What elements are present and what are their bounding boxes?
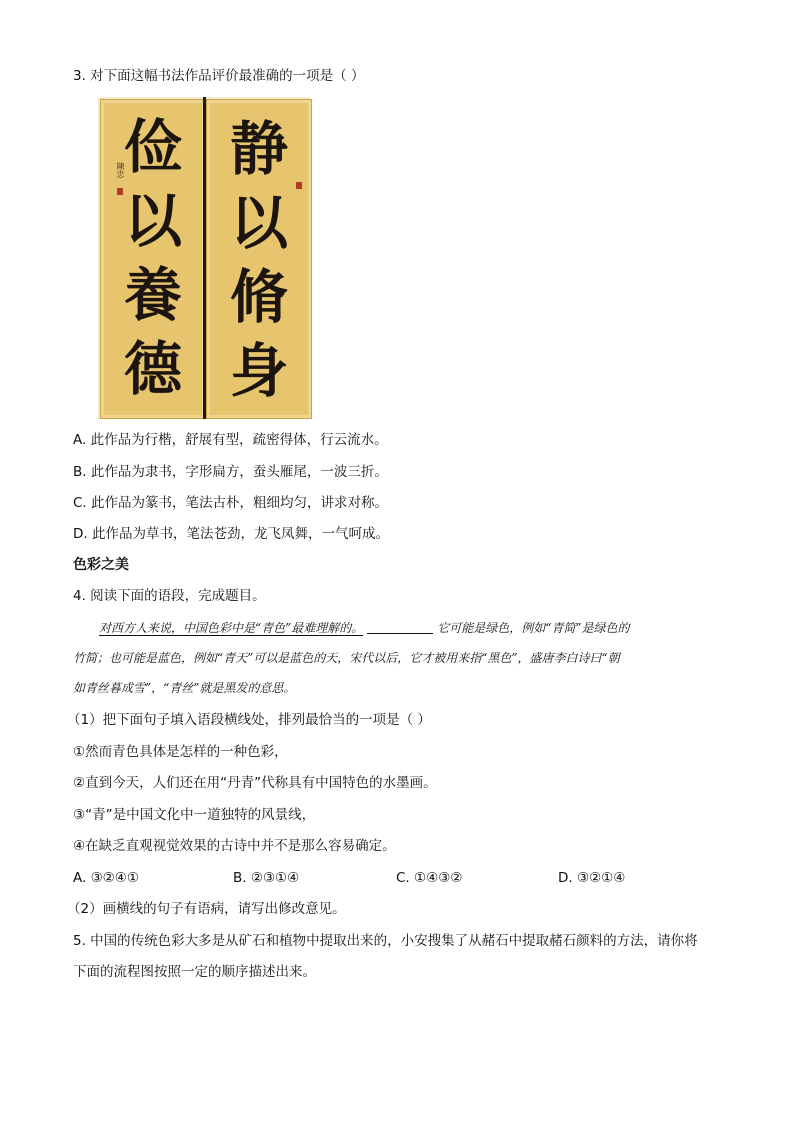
q4-choice-a: A. ③②④① xyxy=(73,870,139,886)
q4-sub2: （2）画横线的句子有语病，请写出修改意见。 xyxy=(67,901,346,917)
seal-stamp xyxy=(117,188,123,195)
sentence-1: ①然而青色具体是怎样的一种色彩， xyxy=(73,744,288,760)
left-char-4: 德 xyxy=(123,335,182,403)
passage-text-1: 它可能是绿色，例如“青简”是绿色的 xyxy=(437,621,630,635)
q4-choice-d: D. ③②①④ xyxy=(558,870,626,886)
passage-line-2: 竹简；也可能是蓝色，例如“青天”可以是蓝色的天，宋代以后，它才被用来指“黑色”，盛唐李白诗曰“朝 xyxy=(73,651,620,665)
sentence-2: ②直到今天，人们还在用“丹青”代称具有中国特色的水墨画。 xyxy=(73,775,437,791)
left-char-3: 養 xyxy=(123,261,182,329)
underlined-sentence: 对西方人来说，中国色彩中是“青色”最难理解的。 xyxy=(99,621,364,635)
right-char-2: 以 xyxy=(229,189,288,257)
passage-line-1 xyxy=(73,613,723,643)
passage-line-3: 如青丝暮成雪”，“青丝”就是黑发的意思。 xyxy=(73,681,296,695)
q3-option-c: C. 此作品为篆书，笔法古朴，粗细均匀，讲求对称。 xyxy=(73,495,389,511)
q4-passage xyxy=(73,613,723,703)
q3-option-d: D. 此作品为草书，笔法苍劲，龙飞凤舞，一气呵成。 xyxy=(73,526,389,542)
left-char-2: 以 xyxy=(123,187,182,255)
q4-choice-c: C. ①④③② xyxy=(396,870,463,886)
artist-signature: 陳忠 xyxy=(116,162,125,178)
fill-blank[interactable] xyxy=(367,619,433,634)
q3-stem: 3. 对下面这幅书法作品评价最准确的一项是（ ） xyxy=(73,68,365,84)
right-char-3: 脩 xyxy=(229,263,288,331)
sentence-4: ④在缺乏直观视觉效果的古诗中并不是那么容易确定。 xyxy=(73,838,396,854)
left-char-1: 俭 xyxy=(123,113,182,181)
right-char-1: 静 xyxy=(229,115,288,183)
q3-option-a: A. 此作品为行楷，舒展有型，疏密得体，行云流水。 xyxy=(73,432,388,448)
seal-stamp-right xyxy=(296,182,302,189)
q5-line-2: 下面的流程图按照一定的顺序描述出来。 xyxy=(73,964,316,980)
q5-line-1: 5. 中国的传统色彩大多是从矿石和植物中提取出来的，小安搜集了从赭石中提取赭石颜料的方法，请你将 xyxy=(73,933,698,949)
q4-choice-b: B. ②③①④ xyxy=(233,870,300,886)
right-char-4: 身 xyxy=(229,337,288,405)
q3-option-b: B. 此作品为隶书，字形扁方，蚕头雁尾，一波三折。 xyxy=(73,464,388,480)
q4-stem: 4. 阅读下面的语段，完成题目。 xyxy=(73,588,266,604)
scroll-left xyxy=(100,99,206,419)
section-title: 色彩之美 xyxy=(73,557,129,573)
sentence-3: ③“青”是中国文化中一道独特的风景线， xyxy=(73,807,316,823)
q4-sub1: （1）把下面句子填入语段横线处，排列最恰当的一项是（ ） xyxy=(67,712,431,728)
scroll-right xyxy=(206,99,312,419)
